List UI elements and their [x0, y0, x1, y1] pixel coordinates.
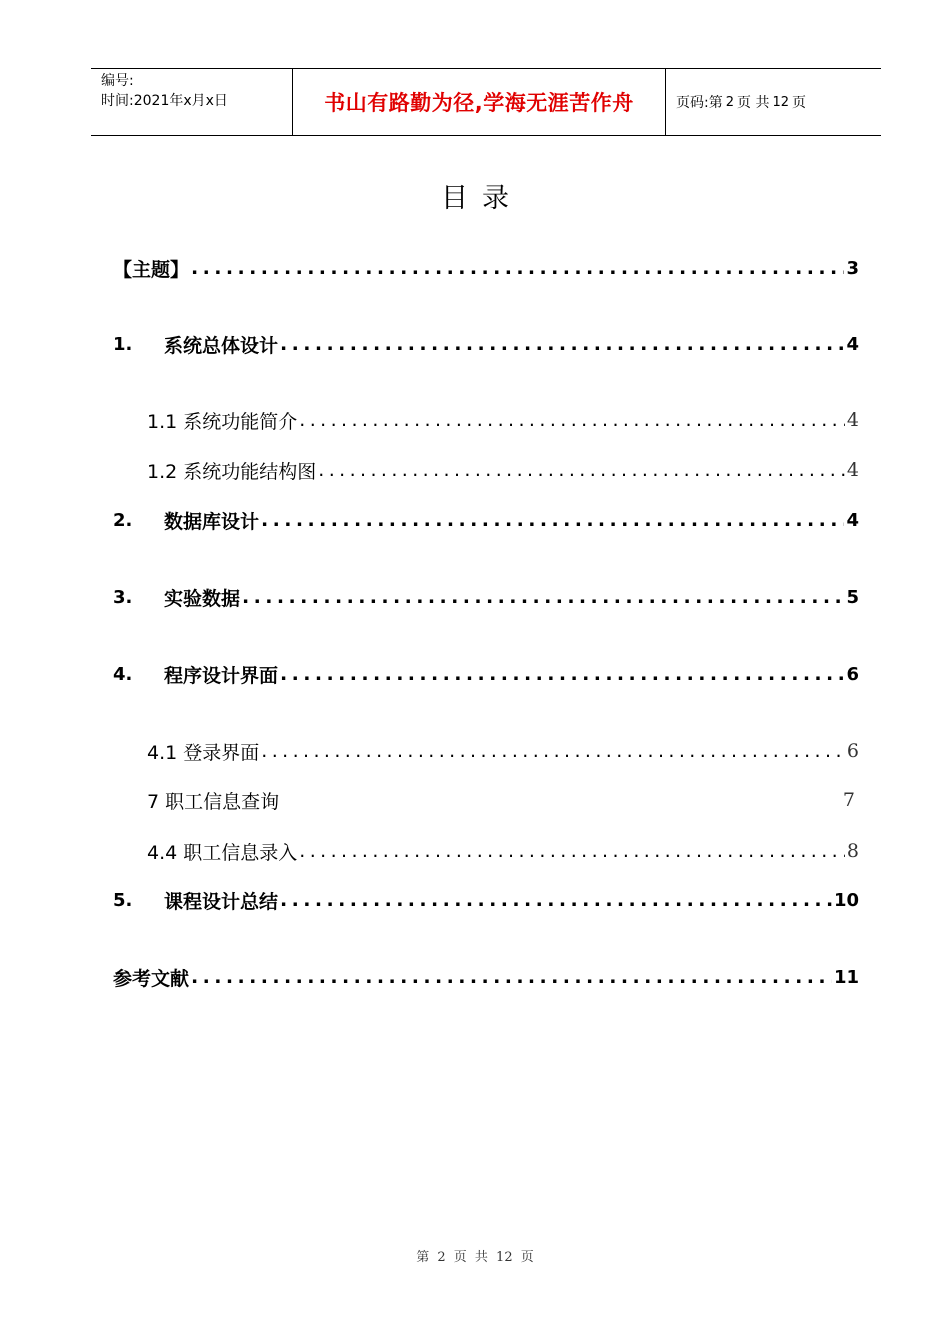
toc-entry[interactable] [147, 785, 859, 815]
toc-dot-leader [280, 885, 832, 915]
toc-dot-leader [191, 962, 832, 992]
toc-dot-leader [242, 582, 844, 612]
toc-entry[interactable] [113, 253, 859, 283]
toc-entry-title: 【主题】 [113, 258, 190, 281]
toc-dot-leader [191, 253, 844, 283]
toc-entry-number: 4. [113, 663, 133, 685]
toc-entry-page: 3 [846, 257, 859, 279]
toc-entry-number: 3. [113, 586, 133, 608]
toc-entry-page: 4 [846, 459, 859, 481]
toc-entry-title: 1.2 系统功能结构图 [147, 460, 317, 483]
page-header [91, 68, 881, 136]
toc-dot-leader [261, 736, 845, 766]
toc-entry[interactable] [113, 582, 859, 612]
toc-entry-title: 4.4 职工信息录入 [147, 841, 298, 864]
toc-entry-title: 7 职工信息查询 [147, 790, 280, 813]
toc-dot-leader [299, 405, 845, 435]
toc-entry[interactable] [147, 455, 859, 485]
toc-entry-page: 5 [846, 586, 859, 608]
toc-dot-leader [280, 659, 844, 689]
header-time-label: 时间:2021年x月x日 [101, 93, 228, 109]
toc-title: 目录 [441, 183, 523, 214]
toc-entry-page: 6 [846, 663, 859, 685]
toc-entry-title: 4.1 登录界面 [147, 741, 260, 764]
toc-entry-number: 1. [113, 333, 133, 355]
toc-entry-page: 4 [846, 509, 859, 531]
toc-dot-leader [261, 505, 844, 535]
toc-entry-number: 2. [113, 509, 133, 531]
toc-entry-page: 7 [842, 789, 855, 811]
toc-entry-title: 1.1 系统功能简介 [147, 410, 298, 433]
toc-entry-title: 系统总体设计 [164, 334, 279, 357]
toc-entry-title: 参考文献 [113, 967, 190, 990]
header-page-label: 页码:第 [676, 95, 723, 111]
header-meta [91, 69, 293, 135]
toc-entry-page: 10 [833, 889, 859, 911]
header-page-info [666, 69, 881, 135]
toc-entry[interactable] [113, 329, 859, 359]
header-code-label: 编号: [101, 73, 134, 89]
toc-entry[interactable] [113, 505, 859, 535]
header-motto-cell [293, 69, 666, 135]
toc-entry-title: 程序设计界面 [164, 664, 279, 687]
toc-entry-page: 6 [846, 740, 859, 762]
toc-dot-leader [318, 455, 845, 485]
toc-entry-page: 11 [833, 966, 859, 988]
toc-entry[interactable] [113, 962, 859, 992]
header-page-num: 2 [725, 94, 734, 110]
toc-entry[interactable] [147, 736, 859, 766]
toc-entry-title: 课程设计总结 [164, 890, 279, 913]
header-page-total: 12 [772, 94, 789, 110]
toc-entry-page: 4 [846, 409, 859, 431]
toc-entry-number: 5. [113, 889, 133, 911]
toc-entry[interactable] [147, 405, 859, 435]
toc-entry-title: 实验数据 [164, 587, 241, 610]
page-footer: 第 2 页 共 12 页 [416, 1250, 534, 1265]
header-page-end: 页 [792, 95, 806, 111]
toc-entry-page: 4 [846, 333, 859, 355]
toc-entry[interactable] [113, 885, 859, 915]
toc-entry-page: 8 [846, 840, 859, 862]
toc-entry-title: 数据库设计 [164, 510, 260, 533]
toc-entry[interactable] [113, 659, 859, 689]
toc-dot-leader [280, 329, 844, 359]
toc-dot-leader [299, 836, 845, 866]
header-motto: 书山有路勤为径,学海无涯苦作舟 [324, 91, 634, 115]
toc-entry[interactable] [147, 836, 859, 866]
header-page-mid: 页 共 [737, 95, 770, 111]
